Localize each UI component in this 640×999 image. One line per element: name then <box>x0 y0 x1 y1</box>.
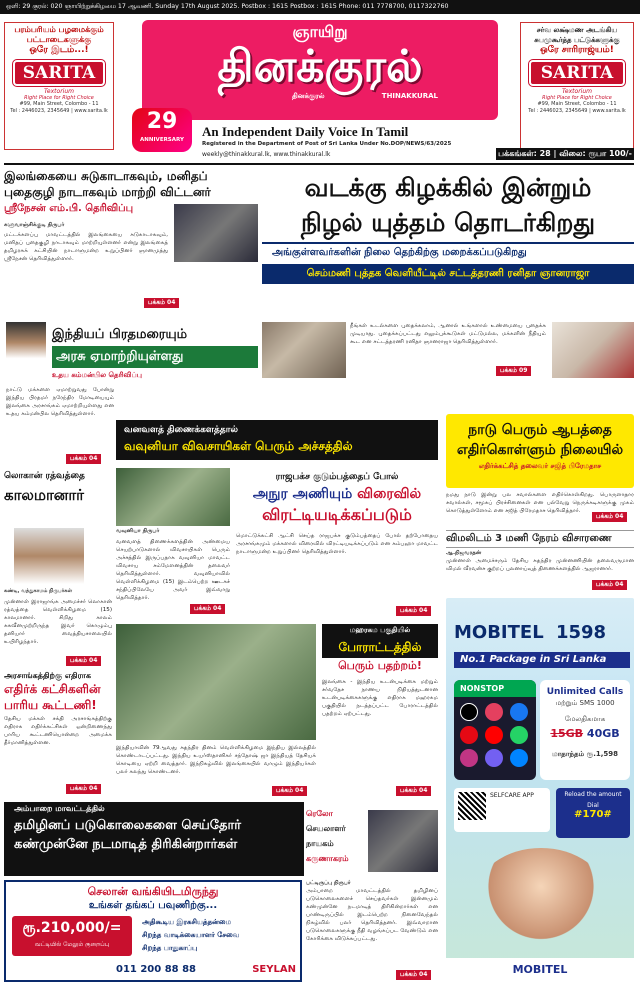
story12-line-1: ரெலோ <box>306 809 333 818</box>
main-subhead-1: அங்குள்ளவர்களின் நிலை தெற்கிற்கு மறைக்கப்படுகிறது <box>262 242 634 262</box>
main-body: நீங்கள் உடல்களை புதைக்கலாம், ஆனால் உங்களால் உண்மையை புதைக்க முடியாது. புதைக்கப்பட்டது எலும்புக்கூடுகள் மட்டுமல்ல, மக்களின் நீதியும் கூட என சட்டத்தரணி ரனிதா ஞானராஜா தெரிவித்துள்ளார். <box>350 323 546 345</box>
continue-link[interactable]: பக்கம் 09 <box>496 366 531 376</box>
story2-body: நாட்டு மக்களை ஏமாற்றுவது போன்று இந்திய பிரதமர் நரேந்திர மோடியையும் இலங்கை அரசாங்கம் ஏமாற்றியுள்ளது என உதய கம்மன்பில தெரிவித்துள்ளார். <box>6 387 114 417</box>
continue-link[interactable]: பக்கம் 04 <box>592 512 627 522</box>
app-icon <box>485 703 503 721</box>
ad-line-2: உங்கள் தங்கப் பவுணிற்கு... <box>88 900 218 911</box>
registration-note: Registered in the Department of Post of Sri Lanka Under No.DOP/NEWS/63/2025 <box>202 141 452 147</box>
story1-subhead: ஸ்ரீநேசன் எம்.பி. தெரிவிப்பு <box>4 203 134 214</box>
story3-headline-1: வனவளத் திணைக்களத்தால் <box>124 425 238 435</box>
app-icon <box>460 726 478 744</box>
story-lohan[interactable] <box>4 470 112 666</box>
story-telo[interactable] <box>306 806 438 876</box>
mobitel-unlimited: Unlimited Calls <box>546 687 624 697</box>
app-icon <box>510 726 528 744</box>
mobitel-sms: மற்றும் SMS 1000 <box>555 699 615 707</box>
story11-body: அம்பாறை மாவட்டத்தில் தமிழினப் படுகொலைகளைச் செய்தவர்கள் இன்னமும் கண்முன்னே நடமாடித் திரிகின்றார்கள் என பாண்டிருப்பில் இடம்பெற்ற நினைவேந்தல் நிகழ்வில் பலர் தெரிவித்தனர். இவ்வாறான படுகொலைகளுக்கு நீதி வழங்கப்பட வேண்டும் என கோரிக்கை விடுக்கப்பட்டது. <box>306 888 438 942</box>
mobitel-banner: No.1 Package in Sri Lanka <box>454 652 630 668</box>
story6-body: மொட்டுக்கட்சி ஆட்சி செய்த ராஜபக்ச குடும்பத்தைப் போல் தற்போதைய அரசாங்கமும் மக்களால் விரைவில் விரட்டியடிக்கப்படும் என கம்பஹா மாவட்ட நாடாளுமன்ற உறுப்பினர் தெரிவித்துள்ளார். <box>236 533 438 555</box>
story10-headline-1: போராட்டத்தில் <box>338 640 422 654</box>
app-icon <box>510 703 528 721</box>
story8-headline-1: அரசாங்கத்திற்கு எதிராக <box>4 671 92 680</box>
mobitel-offer-card <box>540 680 630 780</box>
app-icon <box>485 749 503 767</box>
seylan-logo: SEYLAN <box>252 964 296 975</box>
ad-line-3: ஒரே சாரிராஜ்யம்! <box>540 45 614 55</box>
story5-photo <box>14 528 84 584</box>
continue-link[interactable]: பக்கம் 04 <box>66 784 101 794</box>
ad-phone[interactable]: 011 200 88 88 <box>115 964 197 975</box>
ad-line-3: ஒரே இடம்...! <box>29 45 89 55</box>
seylan-ad[interactable] <box>4 880 302 982</box>
mobitel-old-data: 15GB <box>550 727 584 740</box>
story10-kicker: மஹரகம பகுதியில் <box>322 624 438 636</box>
mobitel-title <box>454 622 630 648</box>
story3-header <box>116 420 438 460</box>
mobitel-monthly: மாதாந்தம் ரூ.1,598 <box>552 750 618 758</box>
story12-line-2: செயலாளர் <box>306 824 346 833</box>
story-ampara[interactable] <box>4 802 304 876</box>
story4-body: நமது நாடு இன்று பல சவால்களை எதிர்கொள்கிறது. பொருளாதார சவால்கள், சமூகப் பிரச்சினைகள் என பல்வேறு நெருக்கடிகளுக்கு முகம் கொடுத்துள்ளோம் என சஜித் பிரேமதாச தெரிவித்தார். <box>446 492 634 514</box>
continue-link[interactable]: பக்கம் 04 <box>592 580 627 590</box>
story3-body: வனவளத் திணைக்களத்தின் அண்மைய செயற்பாடுகளால் விவசாயிகள் பெரும் அச்சத்தில் இருப்பதாக வவுனியா மாவட்ட விவசாய சம்மேளனத்தின் தலைவர் தெரிவித்துள்ளார். வவுனியாவில் வெள்ளிக்கிழமை (15) இடம்பெற்ற ஊடகச் சந்திப்பிலேயே அவர் இவ்வாறு தெரிவித்தார். <box>116 539 230 601</box>
continue-link[interactable]: பக்கம் 04 <box>190 604 225 614</box>
ad-amount-sub: வட்டியில் மேலும் குறைப்பு <box>34 941 110 948</box>
story12-photo <box>368 810 438 872</box>
continue-link[interactable]: பக்கம் 04 <box>66 656 101 666</box>
main-headline-1: வடக்கு கிழக்கில் இன்றும் <box>304 173 592 202</box>
story6-headline-3: விரைவில் <box>357 486 422 502</box>
mobitel-selfcare[interactable] <box>454 788 550 832</box>
ad-line-1: செலான் வங்கியிடமிருந்து <box>87 885 219 898</box>
story1-body: மட்டக்களப்பு மாவட்டத்தில் இலங்கையை சுடுகாடாகவும், மனிதப் புதைகுழி நாடாகவும் மாற்றியுள்ளனர் என்று இலங்கைத் தமிழரசுக் கட்சியின் நாடாளுமன்ற உறுப்பினர் ஞானமுத்து ஸ்ரீநேசன் தெரிவித்துள்ளார். <box>4 232 168 262</box>
ad-point-3: சிறந்த பாதுகாப்பு <box>142 944 198 952</box>
story6-headline-2: அநுர அணியும் <box>252 486 353 502</box>
ad-line-2: சுபமுகூர்த்த பட்டுக்களுக்கு <box>534 36 620 44</box>
mobitel-apps-card <box>454 680 536 780</box>
anniversary-number: 29 <box>146 109 178 134</box>
story2-headline-1: இந்தியப் பிரதமரையும் <box>52 327 188 342</box>
story-alliance[interactable] <box>4 670 112 798</box>
story-wimal[interactable] <box>446 530 634 592</box>
story6-headline-4: விரட்டியடிக்கப்படும் <box>262 505 412 524</box>
continue-link[interactable]: பக்கம் 04 <box>396 786 431 796</box>
main-headline-2: நிழல் யுத்தம் தொடர்கிறது <box>300 208 596 237</box>
ad-point-2: சிறந்த வாடிக்கையாளர் சேவை <box>142 931 240 939</box>
story3-byline: வவுனியா நிருபர் <box>116 528 160 534</box>
brand-sub: Textorium <box>44 88 74 95</box>
story8-headline-3: பாரிய கூட்டணி! <box>4 698 97 712</box>
ad-point-1: அதிகூடிய இரகசியத்தன்மை <box>142 918 232 926</box>
sarita-logo: SARITA <box>13 60 105 86</box>
story5-body: முன்னாள் இராஜாங்க அமைச்சர் லொகான் ரத்வத்தை வெள்ளிக்கிழமை (15) காலமானார். சிறிது காலம் சுகவீனமுற்றிருந்த இவர் கொழும்பு தனியார் வைத்தியசாலையில் உயிரிழந்தார். <box>4 599 112 645</box>
mobitel-reload[interactable] <box>556 788 630 838</box>
top-info-bar: ஒளி: 29 குரல்: 020 ஞாயிற்றுக்கிழமை 17 ஆவணி. Sunday 17th August 2025. Postbox : 1615 Postbox : 1615 Phone: 011 7778700, 0117322760 <box>0 0 640 14</box>
masthead-rule <box>4 163 634 165</box>
story7-byline: ஆ.நிஜவரதன் <box>446 550 482 556</box>
reload-label: Reload the amount <box>564 791 622 798</box>
web-address[interactable]: weekly@thinakkural.lk, www.thinakkural.lk <box>202 151 331 158</box>
story2-photo <box>6 322 46 374</box>
story11-kicker: அம்பாறை மாவட்டத்தில் <box>14 804 105 813</box>
masthead-sub-en: THINAKKURAL <box>381 92 438 100</box>
story4-headline-1: நாடு பெரும் ஆபத்தை <box>468 422 612 438</box>
continue-link[interactable]: பக்கம் 04 <box>396 606 431 616</box>
mobitel-nonstop: NONSTOP <box>454 680 536 697</box>
app-icon <box>460 703 478 721</box>
story1-headline: இலங்கையை சுடுகாடாகவும், மனிதப் புதைகுழி நாடாகவும் மாற்றி விட்டனர் <box>4 169 211 199</box>
continue-link[interactable]: பக்கம் 04 <box>66 454 101 464</box>
mobitel-data-label: மேலதிகமாக <box>564 715 606 723</box>
story11-body-block[interactable] <box>306 880 438 982</box>
continue-link[interactable]: பக்கம் 04 <box>272 786 307 796</box>
mobitel-model-photo <box>476 848 606 944</box>
story9-body: இந்தியாவின் 79ஆவது சுதந்திர தினம் வெள்ளிக்கிழமை இந்திய இல்லத்தில் கொண்டாடப்பட்டது. இந்திய உயர்ஸ்தானிகர் சந்தோஷ் ஜா இந்தியத் தேசியக் கொடியை ஏற்றி வைத்தார். இந்நிகழ்வில் இலங்கையில் வாழும் இந்தியர்கள் பலர் கலந்து கொண்டனர். <box>116 745 316 775</box>
phone: Tel : 2446023, 2345649 | www.sarita.lk <box>528 108 626 114</box>
sarita-ad-right[interactable] <box>520 22 634 150</box>
sarita-ad-left[interactable] <box>4 22 114 150</box>
app-icon <box>510 749 528 767</box>
masthead-sub-ta: தினக்குரல் <box>292 92 325 100</box>
main-photo-books <box>552 322 634 378</box>
story12-line-4: கருணாகரம் <box>306 854 349 863</box>
story9-photo <box>116 624 316 740</box>
address: #99, Main Street, Colombo - 11 <box>19 101 99 107</box>
app-icon <box>485 726 503 744</box>
story11-byline: பட்டிருப்பு நிருபர் <box>306 880 351 886</box>
mobitel-ad[interactable] <box>446 598 634 982</box>
story11-headline-2: கண்முன்னே நடமாடித் திரிகின்றார்கள் <box>14 837 238 852</box>
story2-subhead: உதய கம்மன்பில தெரிவிப்பு <box>52 371 142 379</box>
anniversary-label: ANNIVERSARY <box>140 137 184 143</box>
masthead-small: ஞாயிறு <box>292 22 348 41</box>
story3-headline-2: வவுனியா விவசாயிகள் பெரும் அச்சத்தில் <box>124 439 353 453</box>
story12-line-3: நாயகம் <box>306 839 334 848</box>
dial-code: #170# <box>574 809 612 820</box>
story3-photo <box>116 468 230 526</box>
mobitel-new-data: 40GB <box>586 727 620 740</box>
ad-amount-box <box>12 916 132 956</box>
mobitel-price-big: 1598 <box>555 622 607 643</box>
story-independence-day[interactable] <box>116 624 316 798</box>
story4-headline-2: எதிர்கொள்ளும் நிலையில் <box>456 442 624 458</box>
story-rajapaksa[interactable] <box>236 470 438 620</box>
main-story[interactable] <box>262 168 634 318</box>
story-cemetery[interactable] <box>4 168 258 318</box>
story8-headline-2: எதிர்க் கட்சிகளின் <box>4 682 101 696</box>
qr-code-icon <box>458 792 486 820</box>
story5-headline-2: காலமானார் <box>4 486 85 504</box>
story11-headline-1: தமிழினப் படுகொலைகளை செய்தோர் <box>14 818 242 833</box>
masthead-title: தினக்குரல் <box>217 41 423 92</box>
story1-byline: களுவாஞ்சிக்குடி நிருபர் <box>4 222 65 228</box>
app-icon <box>460 749 478 767</box>
ad-line-1: சர்வ லக்ஷ்மண அடங்கிய <box>536 26 618 34</box>
ad-points <box>142 916 298 956</box>
story8-body: தேசிய மக்கள் சக்தி அரசாங்கத்திற்கு எதிராக எதிர்க்கட்சிகள் ஒன்றிணைந்து பாரிய கூட்டணியொன்றை அமைக்க தீர்மானித்துள்ளன. <box>4 716 112 746</box>
ad-line-2: பட்டாடைகளுக்கு <box>26 35 92 44</box>
dial-label: Dial <box>587 802 599 809</box>
story2-headline-2: அரசு ஏமாற்றியுள்ளது <box>52 346 258 368</box>
story4-headline-box <box>446 414 634 488</box>
slogan: Right Place for Right Choice <box>24 95 94 101</box>
main-photo-speaker <box>262 322 346 378</box>
page-info: பக்கங்கள்: 28 | விலை: ரூபா 100/- <box>496 148 634 160</box>
tagline: An Independent Daily Voice In Tamil <box>202 124 409 139</box>
story7-body: முன்னாள் அமைச்சரும் தேசிய சுதந்திர முன்னணியின் தலைவருமான விமல் வீரவன்ச குற்றப் புலனாய்வுத் திணைக்களத்தில் ஆஜரானார். <box>446 558 634 572</box>
story10-headline-2: பெரும் பதற்றம்! <box>338 659 422 672</box>
slogan: Right Place for Right Choice <box>542 95 612 101</box>
mobitel-brand: MOBITEL <box>454 622 544 643</box>
main-subhead-2: செம்மணி புத்தக வெளியீட்டில் சட்டத்தரணி ரனிதா ஞானராஜா <box>262 264 634 284</box>
story4-subhead: எதிர்க்கட்சித் தலைவர் சஜித் பிரேமதாச <box>478 462 602 470</box>
story1-photo <box>174 204 258 262</box>
main-story-detail[interactable] <box>262 320 634 378</box>
brand-sub: Textorium <box>562 88 592 95</box>
sarita-logo: SARITA <box>529 60 624 86</box>
address: #99, Main Street, Colombo - 11 <box>537 101 617 107</box>
story6-headline-1: ராஜபக்ச குடும்பத்தைப் போல் <box>275 472 399 482</box>
story10-body: இலங்கை - இந்திய உடன்படிக்கை மற்றும் சர்வதேச நாணய நிதியத்துடனான உடன்படிக்கைகளுக்கு எதிராக மஹரகம பகுதியில் நடத்தப்பட்ட போராட்டத்தில் பதற்றம் ஏற்பட்டது. <box>322 679 438 717</box>
continue-link[interactable]: பக்கம் 04 <box>396 970 431 980</box>
continue-link[interactable]: பக்கம் 04 <box>144 298 179 308</box>
story5-byline: கண்டி, வத்துகாமம் நிருபர்கள் <box>4 588 72 594</box>
story5-headline-1: லொகான் ரத்வத்தை <box>4 471 85 481</box>
story-sajith[interactable] <box>446 414 634 524</box>
masthead-logo[interactable] <box>142 20 498 120</box>
selfcare-label: SELFCARE APP <box>490 792 534 799</box>
story-maharagama[interactable] <box>322 624 438 798</box>
mobitel-footer: MOBITEL <box>446 958 634 982</box>
ad-line-1: பரம்பரியம் பழமைக்கும் <box>14 25 104 34</box>
anniversary-badge <box>132 108 192 152</box>
phone: Tel : 2446023, 2345649 | www.sarita.lk <box>10 108 108 114</box>
story7-headline: விமலிடம் 3 மணி நேரம் விசாரணை <box>446 530 634 548</box>
ad-amount: ரூ.210,000/= <box>22 920 122 936</box>
